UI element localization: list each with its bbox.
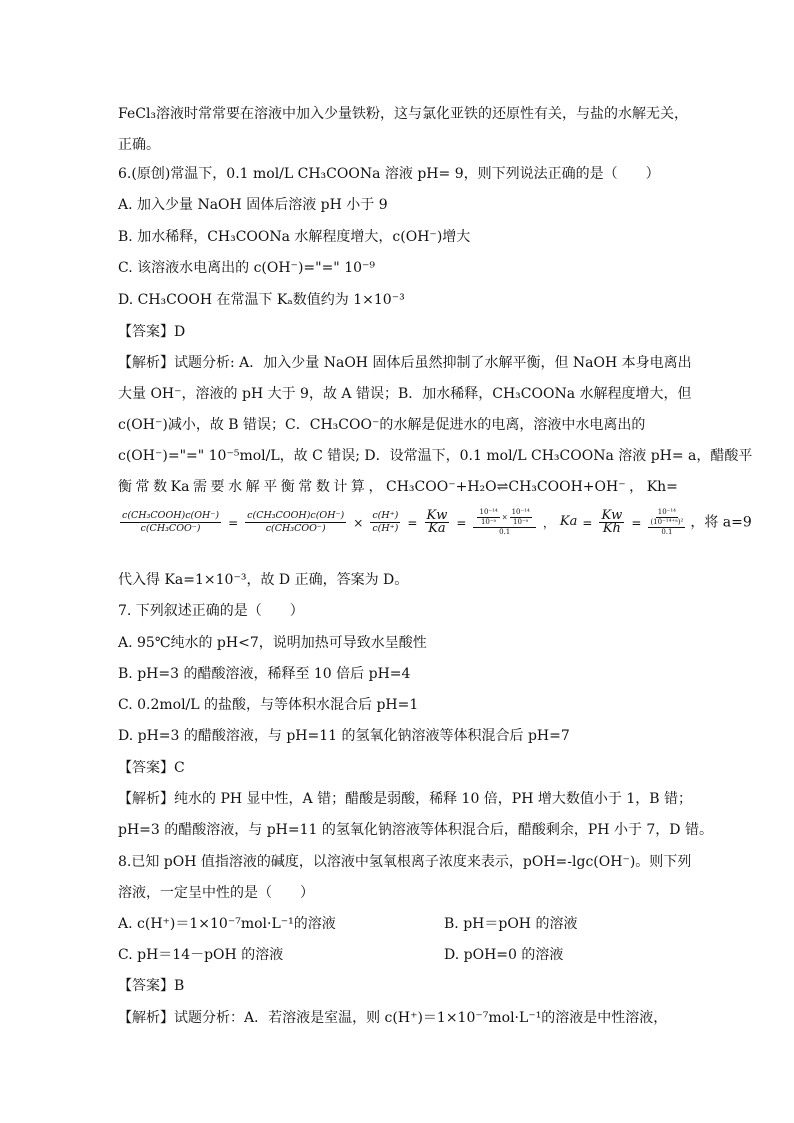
denominator: 0.1 xyxy=(661,528,673,536)
denominator: 10⁻ᵃ xyxy=(480,518,497,526)
fraction xyxy=(120,510,221,535)
compound-fraction xyxy=(473,508,535,537)
explanation-6: 【解析】试题分析: A．加入少量 NaOH 固体后虽然抑制了水解平衡，但 NaOH 本身电离出 xyxy=(118,355,692,371)
word: 数 xyxy=(315,479,330,495)
denominator: Ka xyxy=(428,521,446,536)
times-sign: × xyxy=(353,515,364,530)
word: 衡 xyxy=(280,479,295,495)
fraction xyxy=(425,510,450,535)
numerator: 10⁻¹⁴ xyxy=(511,508,530,516)
fraction xyxy=(245,510,346,535)
fraction xyxy=(510,508,532,527)
denominator: Kh xyxy=(602,521,621,536)
word: 平 xyxy=(263,479,278,495)
numerator: 10⁻¹⁴ xyxy=(657,508,676,516)
compound-fraction xyxy=(648,508,685,537)
explanation-6: c(OH⁻)="=" 10⁻⁵mol/L，故 C 错误; D．设常温下，0.1 mol/L CH₃COONa 溶液 pH= a，醋酸平 xyxy=(118,448,753,464)
word: 数 xyxy=(153,479,168,495)
word: 解 xyxy=(245,479,260,495)
option-6b: B. 加水稀释，CH₃COONa 水解程度增大，c(OH⁻)增大 xyxy=(118,229,471,245)
option-7b: B. pH=3 的醋酸溶液，稀释至 10 倍后 pH=4 xyxy=(118,666,411,682)
explanation-7: 【解析】纯水的 PH 显中性，A 错；醋酸是弱酸，稀释 10 倍，PH 增大数值小于 1，B 错； xyxy=(118,791,692,807)
question-7: 7. 下列叙述正确的是（ ） xyxy=(118,603,304,619)
option-8b: B. pH＝pOH 的溶液 xyxy=(444,916,578,932)
fraction xyxy=(599,510,624,535)
word: 水 xyxy=(228,479,243,495)
equals-sign: = xyxy=(228,515,239,530)
option-7d: D. pH=3 的醋酸溶液，与 pH=11 的氢氧化钠溶液等体积混合后 pH=7 xyxy=(118,728,570,744)
question-8: 溶液，一定呈中性的是（ ） xyxy=(118,885,314,901)
explanation-6: 大量 OH⁻，溶液的 pH 大于 9，故 A 错误；B．加水稀释，CH₃COONa 水解程度增大，但 xyxy=(118,386,692,402)
times-sign: × xyxy=(501,513,508,522)
numerator: c(CH₃COOH)c(OH⁻) xyxy=(122,510,220,521)
answer-8: 【答案】B xyxy=(118,978,185,994)
numerator: c(CH₃COOH)c(OH⁻) xyxy=(247,510,345,521)
option-7c: C. 0.2mol/L 的盐酸，与等体积水混合后 pH=1 xyxy=(118,697,419,713)
word: ， xyxy=(629,479,644,495)
explanation-6: 代入得 Ka=1×10⁻³，故 D 正确，答案为 D。 xyxy=(118,572,409,588)
denominator: c(CH₃COO⁻) xyxy=(265,523,326,534)
numerator: Kw xyxy=(426,508,448,523)
kh-formula xyxy=(118,508,752,558)
equals-sign: = xyxy=(456,515,467,530)
numerator: c(H⁺) xyxy=(372,510,399,521)
option-8d: D. pOH=0 的溶液 xyxy=(444,947,564,963)
middle-term: (10⁻¹⁴⁺ᵃ)² xyxy=(650,518,684,526)
comma: ， xyxy=(542,515,555,530)
option-6a: A. 加入少量 NaOH 固体后溶液 pH 小于 9 xyxy=(118,197,388,213)
explanation-7: pH=3 的醋酸溶液，与 pH=11 的氢氧化钠溶液等体积混合后，醋酸剩余，PH 小于 7，D 错。 xyxy=(118,822,713,838)
option-6d: D. CH₃COOH 在常温下 Kₐ数值约为 1×10⁻³ xyxy=(118,292,405,308)
word: CH₃COO⁻+H₂O⇌CH₃COOH+OH⁻ xyxy=(386,479,626,495)
option-8a: A. c(H⁺)＝1×10⁻⁷mol·L⁻¹的溶液 xyxy=(118,916,336,932)
word: 需 xyxy=(193,479,207,495)
word: Ka xyxy=(170,479,190,495)
word: 常 xyxy=(298,479,313,495)
numerator: Kw xyxy=(601,508,623,523)
denominator: 0.1 xyxy=(499,528,511,536)
equals-sign: = xyxy=(407,515,418,530)
word: 常 xyxy=(135,479,150,495)
equals-sign: = xyxy=(631,515,642,530)
text-line: 正确。 xyxy=(118,137,160,153)
word: ， xyxy=(368,479,383,495)
explanation-6: c(OH⁻)减小，故 B 错误；C．CH₃COO⁻的水解是促进水的电离，溶液中水电离出的 xyxy=(118,417,646,433)
answer-7: 【答案】C xyxy=(118,760,185,776)
numerator xyxy=(473,508,535,528)
explanation-6-justified xyxy=(118,477,678,497)
equals-sign: = xyxy=(582,515,593,530)
word: 衡 xyxy=(118,479,132,495)
formula-tail-text: ，将 a=9 xyxy=(690,514,752,531)
ka-symbol: Ka xyxy=(559,514,578,529)
question-6: 6.(原创)常温下，0.1 mol/L CH₃COONa 溶液 pH= 9，则下列说法正确的是（ ） xyxy=(118,166,660,182)
denominator: c(CH₃COO⁻) xyxy=(140,523,201,534)
text-line: FeCl₃溶液时常常要在溶液中加入少量铁粉，这与氯化亚铁的还原性有关，与盐的水解无关， xyxy=(118,106,689,122)
explanation-8: 【解析】试题分析：A．若溶液是室温，则 c(H⁺)＝1×10⁻⁷mol·L⁻¹的溶液是中性溶液， xyxy=(118,1010,668,1026)
option-8c: C. pH＝14－pOH 的溶液 xyxy=(118,947,284,963)
denominator: 10⁻ᵃ xyxy=(513,518,529,526)
numerator: 10⁻¹⁴ xyxy=(479,508,498,516)
fraction xyxy=(477,508,499,527)
fraction xyxy=(370,510,400,535)
option-6c: C. 该溶液水电离出的 c(OH⁻)="=" 10⁻⁹ xyxy=(118,260,376,276)
word: 计 xyxy=(333,479,348,495)
denominator: c(H⁺) xyxy=(372,523,399,534)
word: 算 xyxy=(350,479,365,495)
word: Kh= xyxy=(646,479,678,495)
question-8: 8.已知 pOH 值指溶液的碱度，以溶液中氢氧根离子浓度来表示，pOH=-lgc(OH⁻)。则下列 xyxy=(118,854,692,870)
option-7a: A. 95℃纯水的 pH<7，说明加热可导致水呈酸性 xyxy=(118,635,427,651)
word: 要 xyxy=(210,479,225,495)
answer-6: 【答案】D xyxy=(118,324,186,340)
